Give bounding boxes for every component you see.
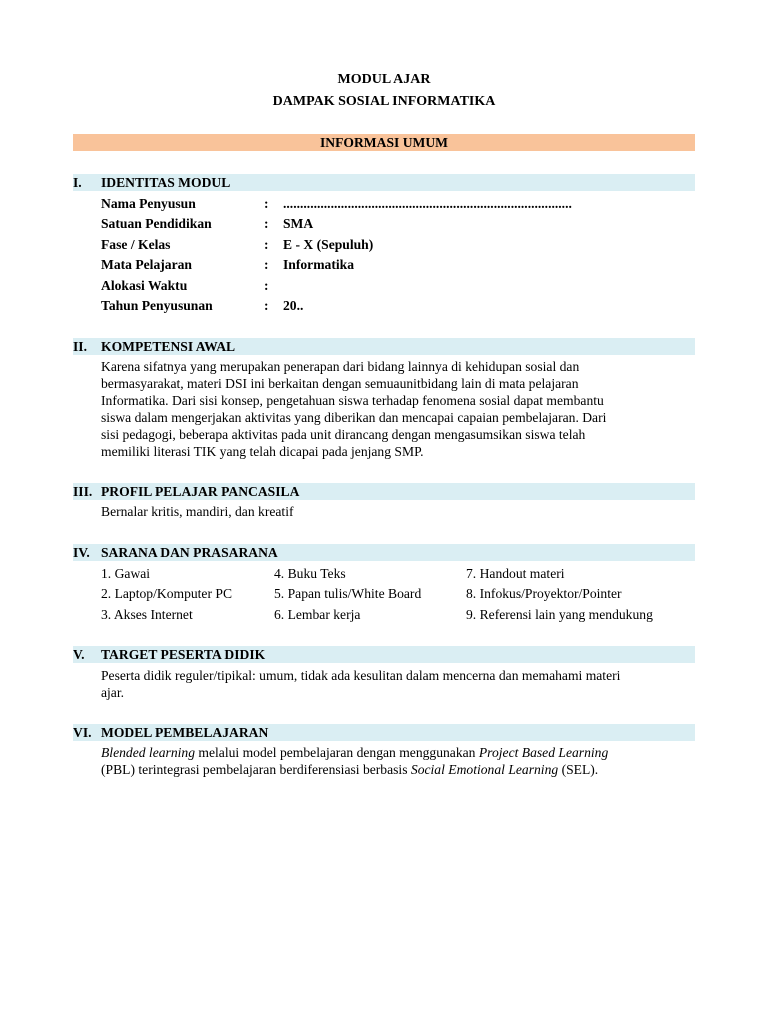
sarana-item: 6. Lembar kerja [274, 607, 361, 622]
identity-label: Nama Penyusun [101, 196, 196, 211]
sarana-item: 9. Referensi lain yang mendukung [466, 607, 653, 622]
paragraph-text: (SEL). [558, 762, 599, 777]
identity-label: Alokasi Waktu [101, 278, 188, 293]
identity-colon: : [264, 278, 269, 293]
document-subtitle: DAMPAK SOSIAL INFORMATIKA [272, 94, 496, 109]
info-banner: INFORMASI UMUM [73, 134, 695, 151]
identity-colon: : [264, 216, 269, 231]
section-title: PROFIL PELAJAR PANCASILA [101, 484, 300, 499]
kompetensi-paragraph [101, 358, 697, 460]
paragraph-line: Karena sifatnya yang merupakan penerapan dari bidang lainnya di kehidupan sosial dan [101, 359, 580, 374]
section-title: SARANA DAN PRASARANA [101, 545, 278, 560]
profil-text: Bernalar kritis, mandiri, dan kreatif [101, 504, 294, 519]
identity-label: Satuan Pendidikan [101, 216, 212, 231]
sarana-item: 7. Handout materi [466, 566, 565, 581]
paragraph-line [101, 761, 697, 778]
paragraph-text: (PBL) terintegrasi pembelajaran berdiferensiasi berbasis [101, 762, 411, 777]
sarana-item: 4. Buku Teks [274, 566, 346, 581]
section-profil-header [73, 483, 695, 500]
section-sarana-header [73, 544, 695, 561]
italic-term: Project Based Learning [478, 745, 609, 760]
sarana-item: 2. Laptop/Komputer PC [101, 586, 233, 601]
section-model-header [73, 724, 695, 741]
identity-value: Informatika [283, 257, 354, 272]
section-identitas-header [73, 174, 695, 191]
identity-colon: : [264, 257, 269, 272]
identity-colon: : [264, 196, 269, 211]
sarana-item: 3. Akses Internet [101, 607, 193, 622]
document-title: MODUL AJAR [337, 72, 431, 87]
section-kompetensi-header [73, 338, 695, 355]
italic-term: Blended learning [101, 745, 196, 760]
section-title: IDENTITAS MODUL [101, 175, 231, 190]
model-paragraph [101, 744, 697, 778]
sarana-item: 8. Infokus/Proyektor/Pointer [466, 586, 622, 601]
paragraph-line [101, 744, 697, 761]
paragraph-line: siswa dalam mengerjakan aktivitas yang diberikan dan mencapai capaian pembelajaran. Dari [101, 410, 607, 425]
section-number: V. [73, 647, 85, 662]
identity-value: SMA [283, 216, 314, 231]
section-number: I. [73, 175, 82, 190]
section-target-header [73, 646, 695, 663]
identity-colon: : [264, 237, 269, 252]
paragraph-line: sisi pedagogi, beberapa aktivitas pada unit dirancang dengan mengasumsikan siswa telah [101, 427, 586, 442]
identity-colon: : [264, 298, 269, 313]
identity-value: ..................................................................................... [283, 196, 572, 211]
section-number: III. [73, 484, 93, 499]
identity-label: Mata Pelajaran [101, 257, 192, 272]
section-number: VI. [73, 725, 92, 740]
paragraph-text: melalui model pembelajaran dengan menggunakan [195, 745, 479, 760]
sarana-item: 5. Papan tulis/White Board [274, 586, 422, 601]
section-title: MODEL PEMBELAJARAN [101, 725, 269, 740]
section-number: II. [73, 339, 87, 354]
paragraph-line: ajar. [101, 685, 125, 700]
target-paragraph [101, 667, 697, 701]
paragraph-line: memiliki literasi TIK yang telah dicapai pada jenjang SMP. [101, 444, 424, 459]
identity-value: 20.. [283, 298, 304, 313]
paragraph-line: Peserta didik reguler/tipikal: umum, tidak ada kesulitan dalam mencerna dan memahami materi [101, 668, 621, 683]
italic-term: Social Emotional Learning [410, 762, 559, 777]
identity-value: E - X (Sepuluh) [283, 237, 374, 252]
section-number: IV. [73, 545, 90, 560]
identity-label: Tahun Penyusunan [101, 298, 213, 313]
sarana-item: 1. Gawai [101, 566, 151, 581]
identity-label: Fase / Kelas [101, 237, 171, 252]
paragraph-line: Informatika. Dari sisi konsep, pengetahuan siswa terhadap fenomena sosial dapat membantu [101, 393, 604, 408]
paragraph-line: bermasyarakat, materi DSI ini berkaitan dengan semuaunitbidang lain di mata pelajaran [101, 376, 579, 391]
section-title: TARGET PESERTA DIDIK [101, 647, 266, 662]
section-title: KOMPETENSI AWAL [101, 339, 236, 354]
